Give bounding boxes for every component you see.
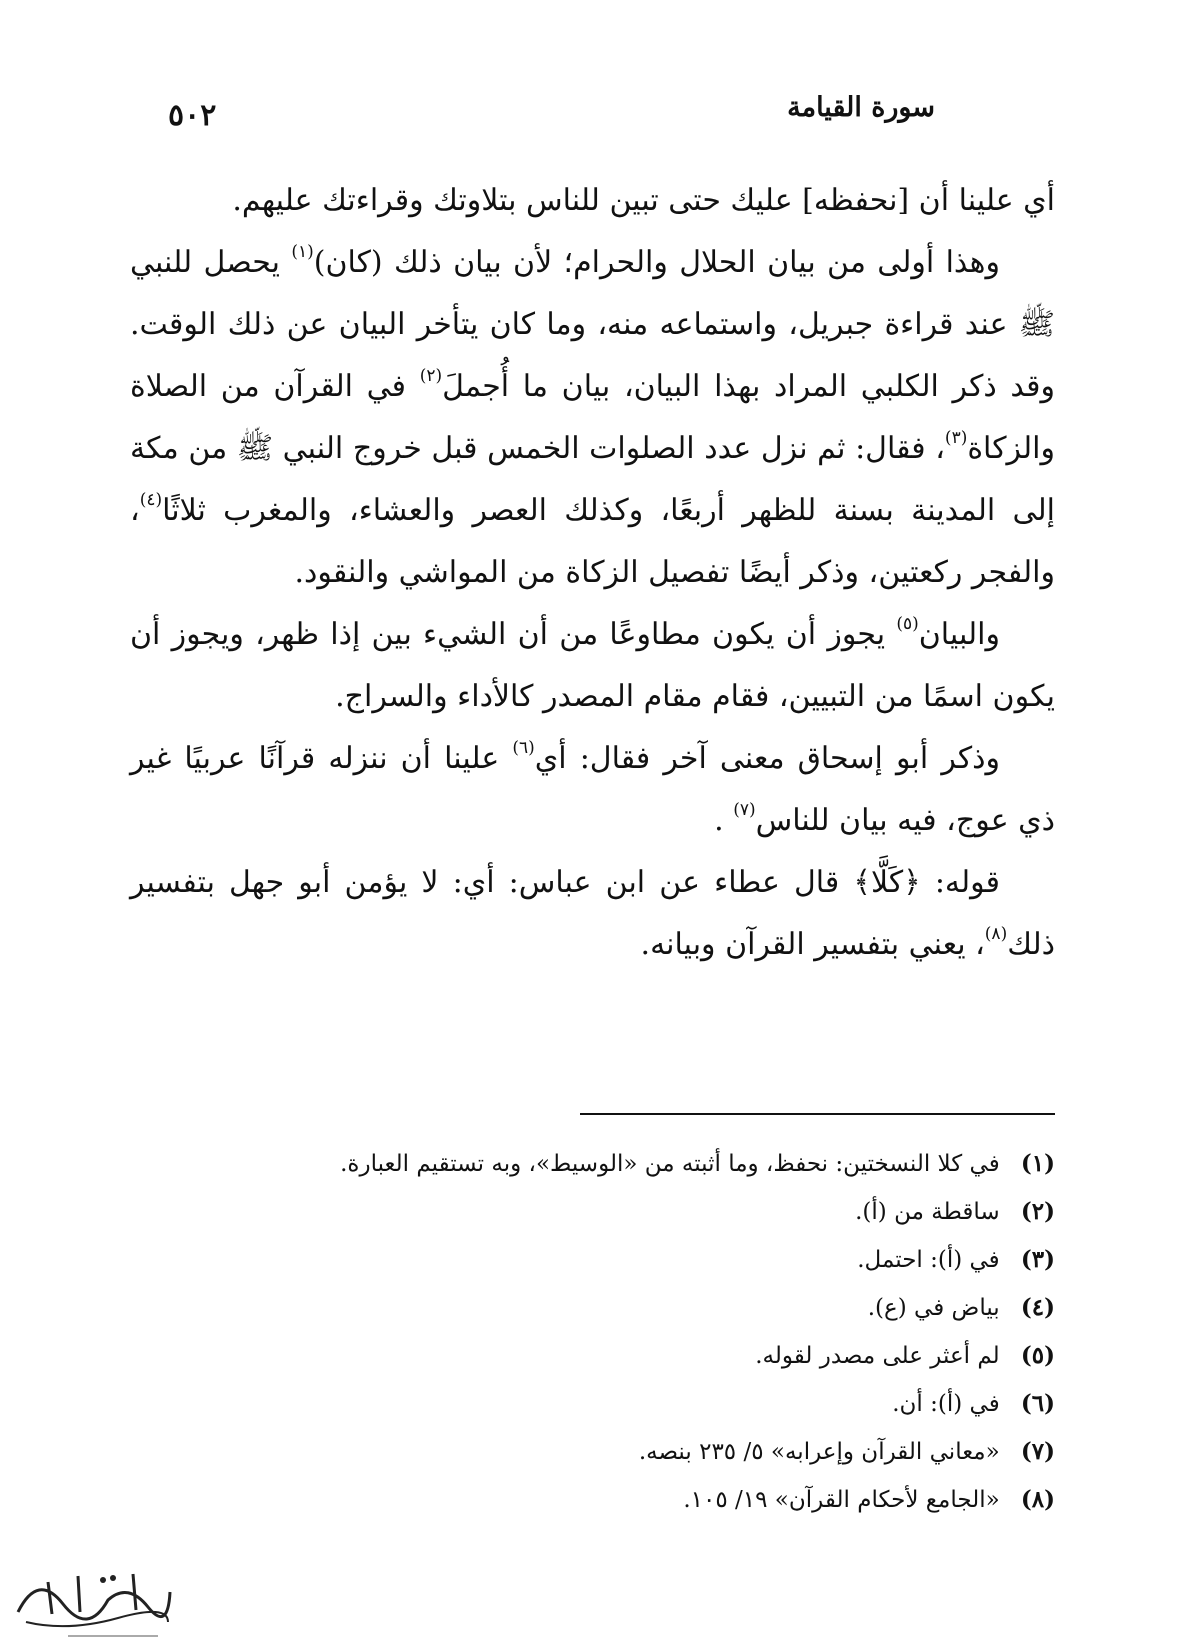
footnote-number: (٧) bbox=[1020, 1438, 1055, 1465]
text-run: في القرآن من الصلاة والزكاة bbox=[130, 369, 1055, 466]
footnote-separator bbox=[580, 1113, 1055, 1115]
footnote-ref: (٧) bbox=[733, 800, 756, 820]
footnote-ref: (٦) bbox=[512, 738, 535, 758]
text-run: . bbox=[714, 803, 734, 838]
text-run: علينا أن ننزله قرآنًا عربيًا غير ذي عوج، فيه بيان للناس bbox=[130, 741, 1055, 838]
text-run: وهذا أولى من بيان الحلال والحرام؛ لأن بيان ذلك (كان) bbox=[313, 245, 1000, 280]
footnote bbox=[150, 1236, 1055, 1284]
footnote-number: (٨) bbox=[1020, 1486, 1055, 1513]
text-run: ، يعني بتفسير القرآن وبيانه. bbox=[640, 927, 985, 962]
main-text bbox=[130, 170, 1055, 976]
footnote bbox=[150, 1380, 1055, 1428]
footnote bbox=[150, 1140, 1055, 1188]
paragraph bbox=[130, 170, 1055, 232]
footnote-ref: (٥) bbox=[896, 614, 919, 634]
footnote-text: «معاني القرآن وإعرابه» ٥/ ٢٣٥ بنصه. bbox=[638, 1439, 1000, 1465]
text-run: والبيان bbox=[918, 617, 1000, 652]
footnote-text: بياض في (ع). bbox=[867, 1295, 1000, 1321]
footnote-ref: (٣) bbox=[944, 428, 968, 448]
footnote-ref: (٢) bbox=[419, 366, 443, 386]
footnote-ref: (١) bbox=[291, 242, 314, 262]
footnote-ref: (٤) bbox=[139, 490, 163, 510]
footnote-number: (٥) bbox=[1020, 1342, 1055, 1369]
text-run: يحصل للنبي ﷺ عند قراءة جبريل، واستماعه منه، وما كان يتأخر البيان عن ذلك الوقت. وقد ذكر الكلبي المراد بهذا البيان، بيان ما أُجملَ bbox=[130, 245, 1055, 404]
footnote-number: (٦) bbox=[1020, 1390, 1055, 1417]
text-run: يجوز أن يكون مطاوعًا من أن الشيء بين إذا ظهر، ويجوز أن يكون اسمًا من التبيين، فقام مقام المصدر كالأداء والسراج. bbox=[130, 617, 1055, 714]
footnotes bbox=[150, 1140, 1055, 1524]
footnote-text: ساقطة من (أ). bbox=[855, 1199, 1000, 1225]
surah-title-header: سورة القيامة bbox=[787, 92, 935, 123]
paragraph bbox=[130, 728, 1055, 852]
footnote-ref: (٨) bbox=[984, 924, 1008, 944]
paragraph bbox=[130, 232, 1055, 604]
footnote bbox=[150, 1476, 1055, 1524]
footnote bbox=[150, 1284, 1055, 1332]
publisher-logo bbox=[8, 1552, 178, 1644]
footnote-number: (٢) bbox=[1020, 1198, 1055, 1225]
text-run: أي علينا أن [نحفظه] عليك حتى تبين للناس بتلاوتك وقراءتك عليهم. bbox=[232, 183, 1055, 218]
footnote-text: في كلا النسختين: نحفظ، وما أثبته من «الوسيط»، وبه تستقيم العبارة. bbox=[340, 1151, 1000, 1177]
text-run: قوله: ﴿كَلَّا﴾ قال عطاء عن ابن عباس: أي: لا يؤمن أبو جهل بتفسير ذلك bbox=[130, 865, 1055, 962]
footnote-text: لم أعثر على مصدر لقوله. bbox=[755, 1343, 1000, 1369]
footnote bbox=[150, 1428, 1055, 1476]
footnote-number: (١) bbox=[1020, 1150, 1055, 1177]
footnote-text: «الجامع لأحكام القرآن» ١٩/ ١٠٥. bbox=[683, 1487, 1000, 1513]
footnote-text: في (أ): أن. bbox=[892, 1391, 1000, 1417]
footnote-text: في (أ): احتمل. bbox=[857, 1247, 1000, 1273]
text-run: ، فقال: ثم نزل عدد الصلوات الخمس قبل خروج النبي ﷺ من مكة إلى المدينة بسنة للظهر أربعًا، وكذلك العصر والعشاء، والمغرب ثلاثًا bbox=[130, 431, 1055, 528]
footnote bbox=[150, 1332, 1055, 1380]
paragraph bbox=[130, 604, 1055, 728]
footnote-number: (٤) bbox=[1020, 1294, 1055, 1321]
page-number: ٥٠٢ bbox=[168, 98, 217, 133]
text-run: ، والفجر ركعتين، وذكر أيضًا تفصيل الزكاة من المواشي والنقود. bbox=[130, 493, 1055, 590]
footnote-number: (٣) bbox=[1020, 1246, 1055, 1273]
paragraph bbox=[130, 852, 1055, 976]
text-run: وذكر أبو إسحاق معنى آخر فقال: أي bbox=[534, 741, 1000, 776]
footnote bbox=[150, 1188, 1055, 1236]
